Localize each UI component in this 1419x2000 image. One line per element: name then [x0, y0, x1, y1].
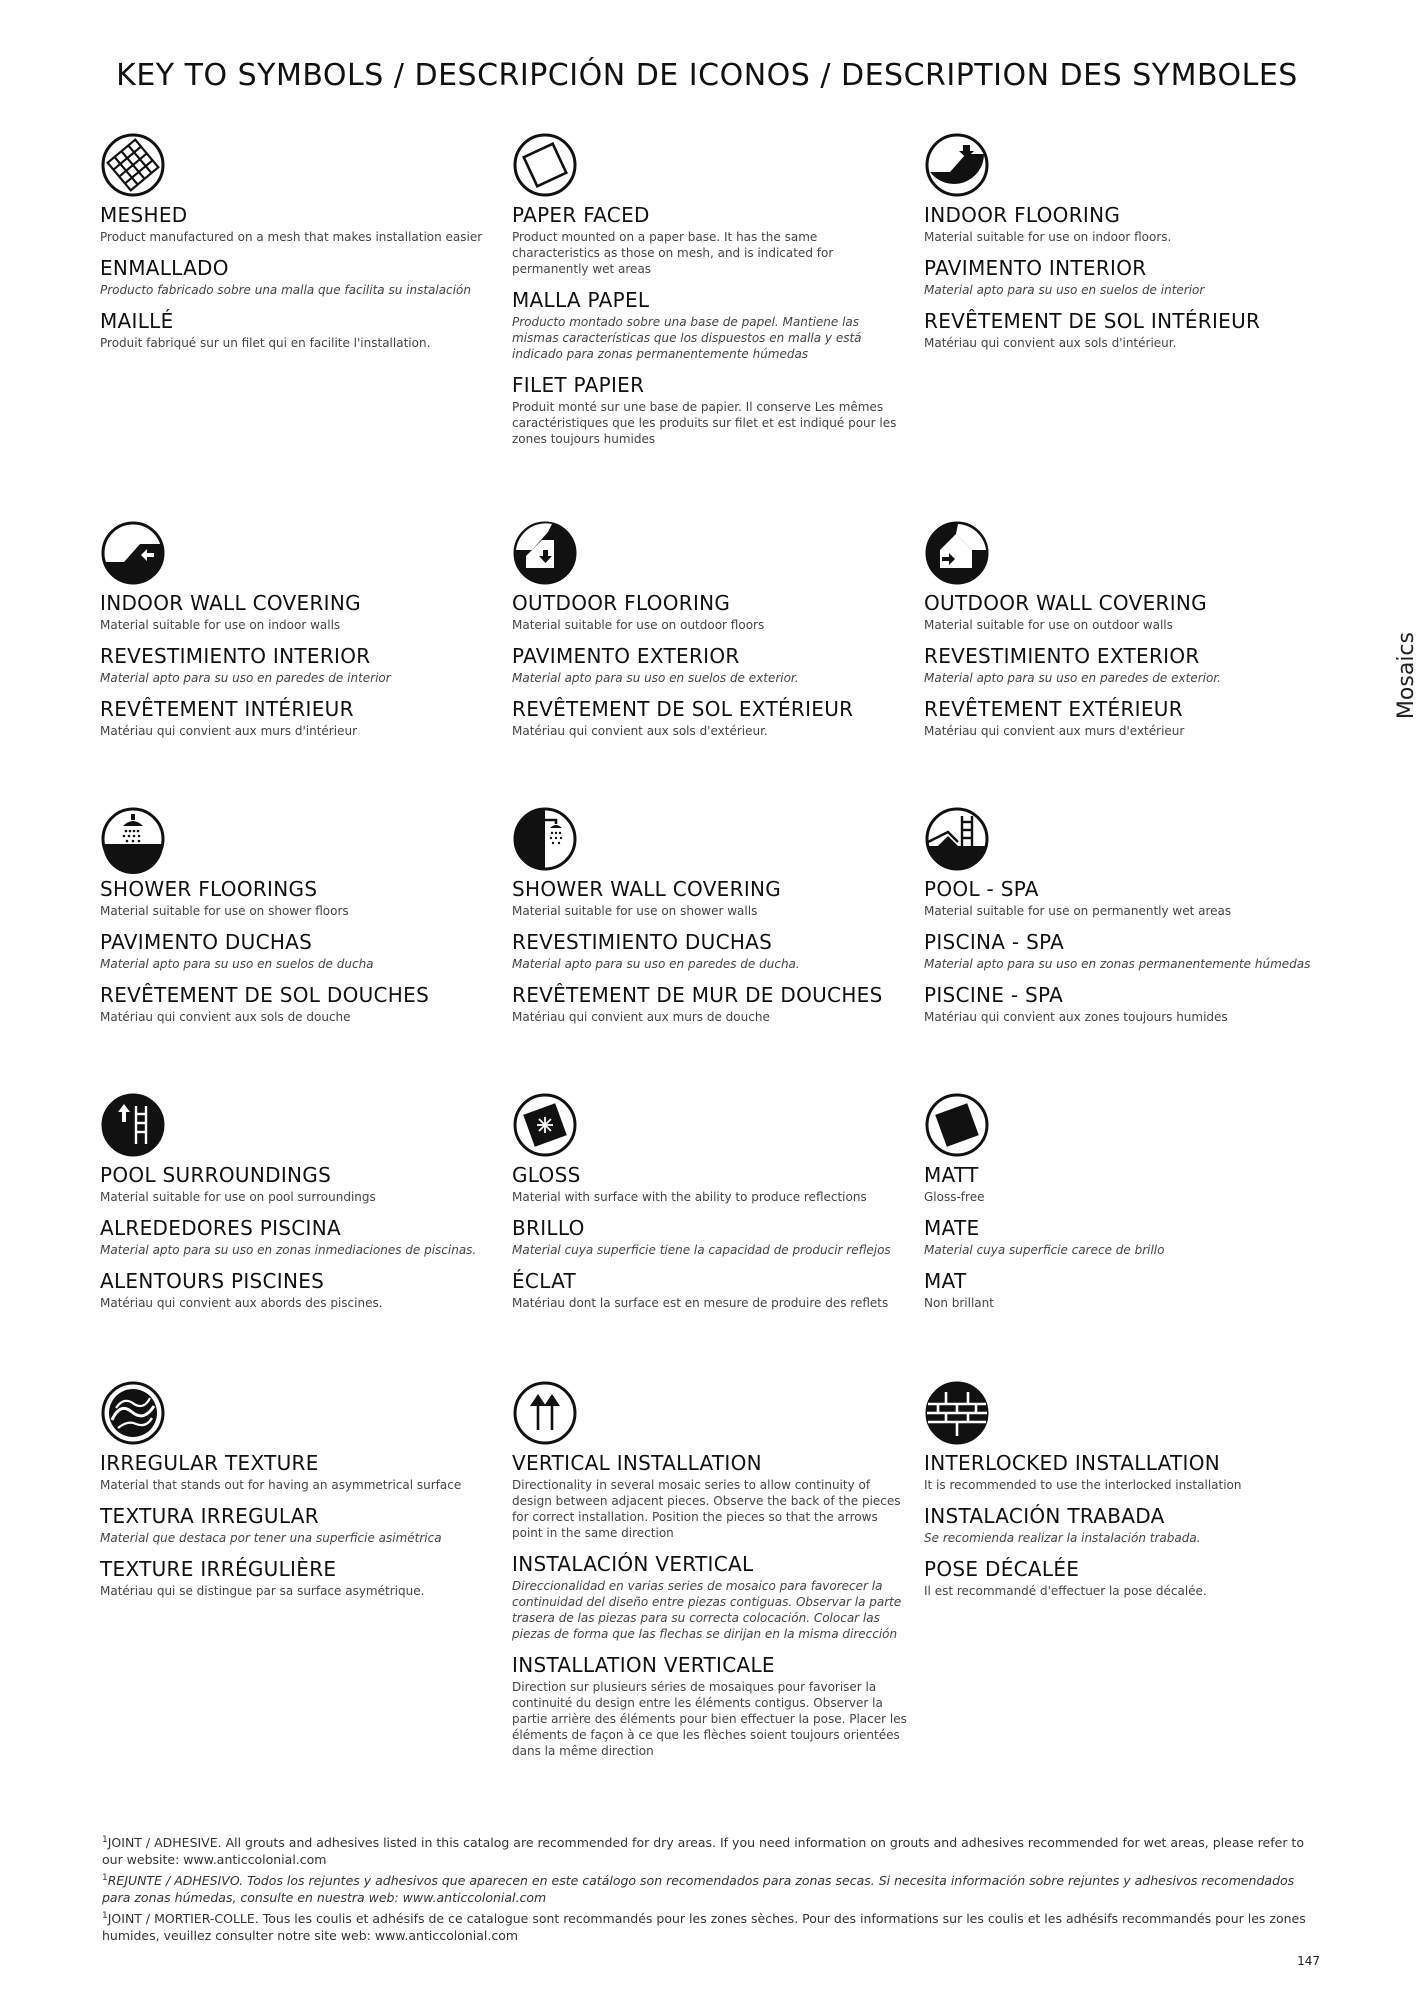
symbol-title-es: INSTALACIÓN TRABADA — [924, 1504, 1165, 1528]
symbol-title-en: INTERLOCKED INSTALLATION — [924, 1451, 1221, 1475]
symbol-title-fr: PISCINE - SPA — [924, 983, 1064, 1007]
symbol-desc-fr: Matériau qui convient aux zones toujours humides — [924, 1010, 1228, 1024]
symbol-desc-fr: Matériau qui convient aux murs d'extérieur — [924, 724, 1185, 738]
section-label: Mosaics — [1394, 632, 1419, 720]
symbol-title-fr: MAT — [924, 1269, 967, 1293]
page-title: KEY TO SYMBOLS / DESCRIPCIÓN DE ICONOS / DESCRIPTION DES SYMBOLES — [116, 58, 1298, 93]
symbol-gloss — [512, 1092, 907, 1321]
symbol-desc-en: Material suitable for use on shower floors — [100, 904, 349, 918]
symbol-meshed — [100, 132, 495, 361]
symbol-desc-fr: Non brillant — [924, 1296, 994, 1310]
symbol-title-fr: REVÊTEMENT DE SOL DOUCHES — [100, 983, 430, 1007]
footnote-fr — [102, 1908, 1317, 1944]
symbol-desc-fr: Matériau qui convient aux sols d'intérieur. — [924, 336, 1177, 350]
symbol-title-fr: ÉCLAT — [512, 1269, 577, 1293]
symbol-title-fr: TEXTURE IRRÉGULIÈRE — [100, 1557, 337, 1581]
symbol-desc-es: Direccionalidad en varias series de mosaico para favorecer la continuidad del diseño entre piezas contiguas. Observar la parte trasera de las piezas para su correcta colocación. Colocar las piezas de forma que las flechas se dirijan en la misma dirección — [512, 1579, 902, 1641]
symbol-desc-es: Material cuya superficie tiene la capacidad de producir reflejos — [512, 1243, 891, 1257]
symbol-title-fr: REVÊTEMENT DE MUR DE DOUCHES — [512, 983, 883, 1007]
symbol-title-es: BRILLO — [512, 1216, 585, 1240]
symbol-desc-en: Material that stands out for having an asymmetrical surface — [100, 1478, 462, 1492]
symbol-desc-en: Material suitable for use on shower walls — [512, 904, 758, 918]
symbol-title-es: TEXTURA IRREGULAR — [100, 1504, 319, 1528]
symbol-desc-en: Material suitable for use on indoor walls — [100, 618, 341, 632]
symbol-title-fr: MAILLÉ — [100, 309, 174, 333]
shower-wall-icon — [512, 806, 578, 872]
symbol-title-es: ALREDEDORES PISCINA — [100, 1216, 341, 1240]
symbol-desc-en: Material suitable for use on outdoor floors — [512, 618, 765, 632]
symbol-desc-es: Material que destaca por tener una superficie asimétrica — [100, 1531, 442, 1545]
symbol-desc-fr: Produit fabriqué sur un filet qui en facilite l'installation. — [100, 336, 431, 350]
footnote-marker: 1 — [102, 1911, 108, 1922]
symbol-desc-fr: Matériau qui convient aux sols de douche — [100, 1010, 351, 1024]
symbol-title-fr: POSE DÉCALÉE — [924, 1557, 1080, 1581]
symbol-shower-wall — [512, 806, 907, 1035]
symbol-desc-fr: Direction sur plusieurs séries de mosaiques pour favoriser la continuité du design entre les éléments contigus. Observer la partie arrière des éléments pour bien effectuer la pose. Placer les éléments de façon à ce que les flèches soient toujours orientées dans la même direction — [512, 1680, 907, 1758]
interlocked-installation-icon — [924, 1380, 990, 1446]
symbol-title-es: REVESTIMIENTO DUCHAS — [512, 930, 773, 954]
symbol-desc-en: Material suitable for use on outdoor walls — [924, 618, 1173, 632]
symbol-title-en: INDOOR WALL COVERING — [100, 591, 361, 615]
symbol-title-en: GLOSS — [512, 1163, 581, 1187]
irregular-texture-icon — [100, 1380, 166, 1446]
symbol-desc-es: Se recomienda realizar la instalación trabada. — [924, 1531, 1201, 1545]
symbol-title-fr: REVÊTEMENT EXTÉRIEUR — [924, 697, 1183, 721]
symbol-title-en: VERTICAL INSTALLATION — [512, 1451, 762, 1475]
footnote-es — [102, 1870, 1317, 1906]
symbol-desc-es: Material apto para su uso en zonas permanentemente húmedas — [924, 957, 1311, 971]
gloss-icon — [512, 1092, 578, 1158]
indoor-flooring-icon — [924, 132, 990, 198]
footnote-marker: 1 — [102, 1873, 108, 1884]
symbol-title-es: INSTALACIÓN VERTICAL — [512, 1552, 754, 1576]
symbol-desc-fr: Matériau qui convient aux murs de douche — [512, 1010, 770, 1024]
symbol-desc-fr: Matériau dont la surface est en mesure de produire des reflets — [512, 1296, 889, 1310]
symbol-pool-surroundings — [100, 1092, 495, 1321]
symbol-title-fr: REVÊTEMENT INTÉRIEUR — [100, 697, 354, 721]
footnote-en — [102, 1832, 1317, 1868]
symbol-paper-faced — [512, 132, 907, 457]
pool-surroundings-icon — [100, 1092, 166, 1158]
pool-spa-icon — [924, 806, 990, 872]
vertical-installation-icon — [512, 1380, 578, 1446]
symbol-title-fr: REVÊTEMENT DE SOL INTÉRIEUR — [924, 309, 1261, 333]
symbol-irregular-texture — [100, 1380, 495, 1609]
paper-faced-icon — [512, 132, 578, 198]
symbol-title-fr: REVÊTEMENT DE SOL EXTÉRIEUR — [512, 697, 854, 721]
symbol-title-es: PAVIMENTO INTERIOR — [924, 256, 1147, 280]
symbol-title-es: REVESTIMIENTO EXTERIOR — [924, 644, 1200, 668]
footnote-marker: 1 — [102, 1835, 108, 1845]
symbol-interlocked-installation — [924, 1380, 1319, 1609]
symbol-desc-en: Material suitable for use on indoor floors. — [924, 230, 1172, 244]
symbol-shower-floorings — [100, 806, 495, 1035]
symbol-desc-es: Material apto para su uso en zonas inmediaciones de piscinas. — [100, 1243, 477, 1257]
symbol-desc-en: Material suitable for use on pool surroundings — [100, 1190, 376, 1204]
indoor-wall-icon — [100, 520, 166, 586]
symbol-pool-spa — [924, 806, 1319, 1035]
meshed-icon — [100, 132, 166, 198]
symbol-title-es: MATE — [924, 1216, 980, 1240]
symbol-title-es: PAVIMENTO EXTERIOR — [512, 644, 740, 668]
symbol-title-en: MATT — [924, 1163, 979, 1187]
symbol-desc-fr: Matériau qui se distingue par sa surface asymétrique. — [100, 1584, 425, 1598]
symbol-title-en: SHOWER WALL COVERING — [512, 877, 782, 901]
symbol-desc-es: Material apto para su uso en suelos de interior — [924, 283, 1205, 297]
symbol-desc-es: Producto fabricado sobre una malla que facilita su instalación — [100, 283, 471, 297]
symbol-desc-es: Material cuya superficie carece de brillo — [924, 1243, 1165, 1257]
symbol-desc-es: Material apto para su uso en paredes de exterior. — [924, 671, 1221, 685]
footnote-text: JOINT / MORTIER-COLLE. Tous les coulis et adhésifs de ce catalogue sont recommandés pour les zones sèches. Pour des informations sur les coulis et les adhésifs recommandés pour les zones humides, veuillez consulter notre site web: www.anticcolonial.com — [102, 1911, 1306, 1944]
shower-floor-icon — [100, 806, 166, 872]
symbol-title-en: SHOWER FLOORINGS — [100, 877, 318, 901]
symbol-desc-es: Material apto para su uso en suelos de exterior. — [512, 671, 799, 685]
symbol-desc-fr: Produit monté sur une base de papier. Il conserve Les mêmes caractéristiques que les produits sur filet et est indiqué pour les zones toujours humides — [512, 400, 897, 446]
symbol-title-en: POOL - SPA — [924, 877, 1039, 901]
page-number: 147 — [1297, 1954, 1320, 1968]
symbol-title-es: PISCINA - SPA — [924, 930, 1065, 954]
symbol-desc-es: Producto montado sobre una base de papel. Mantiene las mismas características que los dispuestos en malla y está indicado para zonas permanentemente húmedas — [512, 315, 862, 361]
symbol-desc-es: Material apto para su uso en paredes de ducha. — [512, 957, 800, 971]
symbol-desc-en: Material with surface with the ability to produce reflections — [512, 1190, 867, 1204]
symbol-desc-fr: Matériau qui convient aux murs d'intérieur — [100, 724, 357, 738]
symbol-desc-en: Product manufactured on a mesh that makes installation easier — [100, 230, 483, 244]
symbol-title-en: OUTDOOR FLOORING — [512, 591, 731, 615]
symbol-title-en: INDOOR FLOORING — [924, 203, 1121, 227]
outdoor-flooring-icon — [512, 520, 578, 586]
footnote-text: JOINT / ADHESIVE. All grouts and adhesives listed in this catalog are recommended for dry areas. If you need information on grouts and adhesives recommended for wet areas, please refer to our website: www.anticcolonial.com — [102, 1835, 1304, 1868]
footnotes — [102, 1832, 1317, 1946]
symbol-vertical-installation — [512, 1380, 907, 1769]
outdoor-wall-icon — [924, 520, 990, 586]
symbol-desc-en: It is recommended to use the interlocked installation — [924, 1478, 1242, 1492]
symbol-desc-es: Material apto para su uso en suelos de ducha — [100, 957, 374, 971]
symbol-desc-fr: Il est recommandé d'effectuer la pose décalée. — [924, 1584, 1207, 1598]
symbol-title-en: IRREGULAR TEXTURE — [100, 1451, 319, 1475]
symbol-title-es: MALLA PAPEL — [512, 288, 650, 312]
symbol-desc-en: Material suitable for use on permanently wet areas — [924, 904, 1232, 918]
symbol-desc-es: Material apto para su uso en paredes de interior — [100, 671, 391, 685]
symbol-title-en: POOL SURROUNDINGS — [100, 1163, 332, 1187]
symbol-title-en: OUTDOOR WALL COVERING — [924, 591, 1207, 615]
symbol-title-en: MESHED — [100, 203, 188, 227]
footnote-text: REJUNTE / ADHESIVO. Todos los rejuntes y adhesivos que aparecen en este catálogo son recomendados para zonas secas. Si necesita información sobre rejuntes y adhesivos recomendados para zonas húmedas, consulte en nuestra web: www.anticcolonial.com — [102, 1873, 1295, 1906]
symbol-title-fr: ALENTOURS PISCINES — [100, 1269, 325, 1293]
symbol-desc-en: Product mounted on a paper base. It has the same characteristics as those on mesh, and is indicated for permanently wet areas — [512, 230, 834, 276]
symbol-title-fr: FILET PAPIER — [512, 373, 645, 397]
symbol-desc-en: Gloss-free — [924, 1190, 985, 1204]
symbol-desc-en: Directionality in several mosaic series to allow continuity of design between adjacent pieces. Observe the back of the pieces for correct installation. Position the pieces so that the arrows point in the same direction — [512, 1478, 901, 1540]
symbol-title-es: REVESTIMIENTO INTERIOR — [100, 644, 371, 668]
symbol-indoor-wall — [100, 520, 495, 749]
symbol-desc-fr: Matériau qui convient aux sols d'extérieur. — [512, 724, 768, 738]
symbol-title-es: PAVIMENTO DUCHAS — [100, 930, 313, 954]
symbol-title-en: PAPER FACED — [512, 203, 650, 227]
symbol-outdoor-flooring — [512, 520, 907, 749]
symbol-title-es: ENMALLADO — [100, 256, 229, 280]
matt-icon — [924, 1092, 990, 1158]
symbol-desc-fr: Matériau qui convient aux abords des piscines. — [100, 1296, 383, 1310]
symbol-indoor-flooring — [924, 132, 1319, 361]
symbol-matt — [924, 1092, 1319, 1321]
symbol-title-fr: INSTALLATION VERTICALE — [512, 1653, 775, 1677]
symbol-outdoor-wall — [924, 520, 1319, 749]
